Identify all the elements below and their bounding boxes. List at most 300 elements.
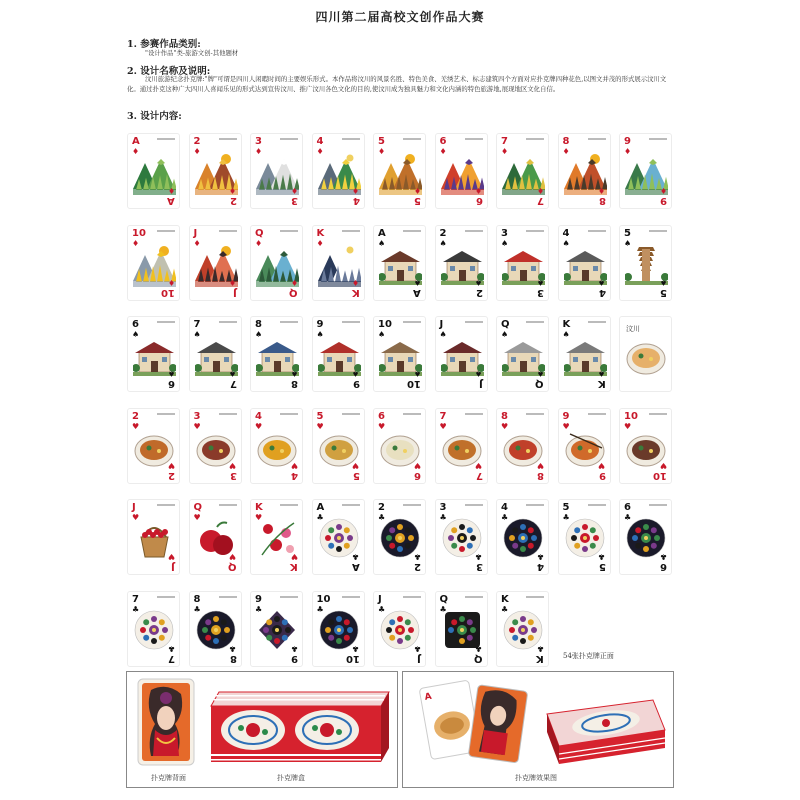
card-label-mark	[157, 504, 175, 506]
card-label-mark	[465, 596, 483, 598]
card-suit-icon: ♠	[378, 238, 386, 248]
card-suit-icon: ♠	[229, 369, 237, 378]
poker-card	[312, 225, 365, 301]
page-title: 四川第二届高校文创作品大赛	[315, 10, 485, 24]
card-label-mark	[649, 138, 667, 140]
card-label-mark	[465, 138, 483, 140]
poker-card	[189, 408, 242, 484]
card-back-and-box-panel	[126, 671, 398, 788]
poker-card	[496, 225, 549, 301]
card-rank: J	[132, 502, 136, 513]
card-rank: 9	[624, 136, 631, 147]
card-rank: K	[255, 502, 263, 513]
card-suit-icon: ♥	[290, 460, 298, 470]
card-label-mark	[403, 321, 421, 323]
poker-card	[189, 591, 242, 667]
card-suit-icon: ♠	[536, 369, 544, 378]
card-suit-icon: ♠	[562, 238, 570, 248]
card-suit-icon: ♠	[316, 330, 324, 339]
card-suit-icon: ♥	[598, 460, 606, 470]
card-label-mark	[219, 596, 237, 598]
poker-card	[619, 408, 672, 484]
card-suit-icon: ♥	[316, 421, 324, 431]
poker-card	[250, 408, 303, 484]
card-rank: 10	[345, 652, 360, 664]
card-suit-icon: ♦	[439, 147, 447, 156]
card-rank: 8	[537, 469, 544, 481]
card-suit-icon: ♦	[659, 186, 667, 195]
card-rank: K	[597, 378, 606, 389]
card-rank: K	[562, 319, 571, 330]
card-suit-icon: ♠	[193, 330, 201, 339]
card-suit-icon: ♦	[352, 277, 360, 287]
effect-mockup-image	[409, 674, 669, 766]
card-label-mark	[342, 504, 360, 506]
poker-card	[312, 591, 365, 667]
card-suit-icon: ♥	[229, 460, 237, 470]
card-suit-icon: ♦	[167, 277, 175, 287]
poker-card	[189, 225, 242, 301]
card-suit-icon: ♠	[475, 369, 483, 378]
card-suit-icon: ♦	[290, 277, 298, 287]
card-label-mark	[280, 321, 298, 323]
card-suit-icon: ♥	[167, 552, 175, 561]
card-suit-icon: ♦	[624, 147, 632, 156]
card-rank: 9	[598, 469, 606, 481]
card-rank: Q	[193, 502, 203, 513]
card-rank: 6	[660, 561, 667, 572]
card-label-mark	[280, 138, 298, 140]
card-label-mark	[342, 138, 360, 140]
section-category-heading: 1. 参赛作品类别:	[127, 39, 201, 50]
card-rank: 7	[193, 319, 201, 330]
card-rank: Q	[501, 319, 510, 330]
card-label-mark	[588, 504, 606, 506]
card-rank: 6	[624, 502, 631, 513]
card-suit-icon: ♠	[659, 277, 667, 287]
poker-card	[558, 316, 611, 392]
poker-card	[435, 408, 488, 484]
card-suit-icon: ♣	[598, 552, 606, 561]
card-rank: A	[167, 195, 175, 206]
card-rank: 3	[439, 502, 447, 513]
poker-card	[619, 225, 672, 301]
card-rank: J	[378, 593, 382, 605]
card-rank: 4	[598, 286, 606, 298]
card-label-mark	[403, 596, 421, 598]
card-suit-icon: ♣	[501, 513, 509, 522]
poker-card	[373, 225, 426, 301]
card-label-mark	[465, 321, 483, 323]
poker-card	[373, 408, 426, 484]
poker-card	[250, 133, 303, 209]
card-rank: 4	[501, 502, 508, 513]
card-suit-icon: ♦	[501, 147, 509, 156]
card-label-mark	[526, 413, 544, 415]
card-rank: Q	[227, 561, 237, 572]
svg-text:A: A	[423, 691, 433, 703]
card-suit-icon: ♠	[562, 330, 570, 339]
card-rank: A	[413, 286, 421, 298]
section-name-heading: 2. 设计名称及说明:	[127, 66, 211, 77]
card-label-mark	[403, 138, 421, 140]
card-rank: J	[232, 286, 237, 298]
card-rank: 10	[653, 469, 667, 481]
card-suit-icon: ♠	[624, 238, 632, 248]
card-suit-icon: ♠	[255, 330, 263, 339]
poker-card	[312, 316, 365, 392]
poker-card	[496, 408, 549, 484]
card-suit-icon: ♣	[475, 552, 483, 561]
effect-mockup-panel	[402, 671, 674, 788]
card-suit-icon: ♥	[290, 552, 298, 561]
card-suit-icon: ♣	[536, 643, 544, 653]
card-suit-icon: ♥	[501, 421, 509, 431]
card-rank: Q	[255, 227, 264, 239]
card-suit-icon: ♦	[255, 238, 263, 248]
card-rank: 3	[475, 561, 483, 572]
card-rank: 7	[132, 593, 139, 605]
card-suit-icon: ♦	[132, 147, 140, 156]
poker-card	[127, 591, 180, 667]
card-suit-icon: ♦	[132, 238, 140, 248]
poker-card	[127, 316, 180, 392]
card-rank: 4	[316, 136, 324, 147]
poker-card	[435, 591, 488, 667]
poker-card	[189, 133, 242, 209]
section-content-heading: 3. 设计内容:	[127, 111, 182, 122]
poker-card	[558, 225, 611, 301]
card-suit-icon: ♦	[193, 238, 201, 248]
card-label-mark	[342, 230, 360, 232]
card-suit-icon: ♠	[501, 330, 509, 339]
card-suit-icon: ♥	[439, 421, 447, 431]
card-rank: 3	[501, 227, 508, 239]
card-suit-icon: ♥	[624, 421, 632, 431]
card-rank: 5	[378, 136, 385, 147]
card-rank: 2	[229, 195, 237, 206]
card-rank: J	[171, 561, 175, 572]
card-suit-icon: ♣	[132, 604, 140, 614]
card-rank: 10	[316, 593, 331, 605]
poker-card	[619, 499, 672, 575]
card-suit-icon: ♦	[229, 277, 237, 287]
card-rank: 10	[132, 227, 146, 239]
card-label-mark	[157, 413, 175, 415]
card-suit-icon: ♦	[255, 147, 263, 156]
card-rank: 7	[168, 652, 175, 664]
card-suit-icon: ♥	[132, 421, 140, 431]
card-rank: 8	[193, 593, 201, 605]
card-label-mark	[280, 596, 298, 598]
poker-card	[435, 225, 488, 301]
card-suit-icon: ♣	[439, 604, 447, 614]
poker-card	[435, 499, 488, 575]
card-rank: 7	[475, 469, 483, 481]
card-label-mark	[280, 504, 298, 506]
card-suit-icon: ♠	[378, 330, 386, 339]
card-rank: 6	[168, 378, 175, 389]
card-rank: 6	[439, 136, 447, 147]
poker-card	[127, 499, 180, 575]
card-rank: J	[478, 378, 483, 389]
card-suit-icon: ♥	[475, 460, 483, 470]
card-rank: 10	[378, 319, 392, 330]
card-suit-icon: ♣	[413, 643, 421, 653]
card-rank: 2	[378, 502, 385, 513]
card-rank: 9	[352, 378, 360, 389]
card-suit-icon: ♥	[255, 421, 263, 431]
card-label-mark	[157, 596, 175, 598]
card-label-mark	[219, 504, 237, 506]
card-rank: 8	[291, 378, 298, 389]
card-label-mark	[465, 504, 483, 506]
card-rank: 8	[255, 319, 262, 330]
card-suit-icon: ♣	[352, 643, 360, 653]
card-suit-icon: ♠	[501, 238, 509, 248]
poker-card	[312, 408, 365, 484]
card-label-mark	[649, 504, 667, 506]
card-suit-icon: ♥	[193, 513, 201, 522]
card-suit-icon: ♥	[562, 421, 570, 431]
section-name-text: 汶川旅游纪念扑克牌:"牌"可谓是四川人闲暇时间的主要娱乐形式。本作品将汶川的风景名胜、特色美食、羌绣艺术、标志建筑四个方面对应扑克牌四种花色,以图文并茂的形式展示汶川文化。通过扑克这种广大四川人喜闻乐见的形式达到宣传汶川、推广汶川各色文化的目的,使汶川成为独具魅力和文化内涵的特色旅游地,展现地区文化自信。	[127, 75, 667, 93]
card-suit-icon: ♣	[352, 552, 360, 561]
poker-card	[435, 316, 488, 392]
card-suit-icon: ♣	[316, 604, 324, 614]
card-label-mark	[588, 321, 606, 323]
card-rank: Q	[289, 286, 298, 298]
card-rank: 10	[624, 410, 638, 422]
card-suit-icon: ♦	[290, 186, 298, 195]
poker-card	[373, 591, 426, 667]
card-rank: J	[439, 319, 444, 330]
card-suit-icon: ♣	[378, 513, 386, 522]
card-rank: 6	[378, 410, 385, 422]
card-rank: J	[417, 652, 421, 664]
card-rank: 3	[193, 410, 201, 422]
card-grid	[127, 133, 675, 663]
card-rank: 5	[562, 502, 570, 513]
card-label-mark	[219, 321, 237, 323]
poker-card	[558, 408, 611, 484]
poker-card	[312, 499, 365, 575]
card-label-mark	[280, 413, 298, 415]
poker-card	[127, 225, 180, 301]
card-rank: 4	[255, 410, 262, 422]
card-suit-icon: ♠	[439, 330, 447, 339]
card-rank: 4	[562, 227, 570, 239]
card-suit-icon: ♣	[475, 643, 483, 653]
card-rank: Q	[473, 652, 483, 664]
card-suit-icon: ♠	[132, 330, 140, 339]
card-suit-icon: ♥	[229, 552, 237, 561]
card-suit-icon: ♣	[536, 552, 544, 561]
card-suit-icon: ♠	[413, 369, 421, 378]
card-rank: 10	[161, 286, 175, 298]
card-suit-icon: ♣	[378, 604, 386, 614]
card-label-mark	[526, 230, 544, 232]
card-label-mark	[526, 138, 544, 140]
card-label-mark	[219, 138, 237, 140]
poker-card	[250, 499, 303, 575]
card-suit-icon: ♦	[167, 186, 175, 195]
card-rank: Q	[535, 378, 544, 389]
card-label-mark	[342, 596, 360, 598]
card-suit-icon: ♣	[167, 643, 175, 653]
poker-card	[558, 499, 611, 575]
card-label-mark	[526, 596, 544, 598]
poker-card	[312, 133, 365, 209]
card-rank: J	[193, 227, 198, 239]
poker-card	[435, 133, 488, 209]
card-rank: 3	[537, 286, 544, 298]
card-label-mark	[157, 230, 175, 232]
card-rank: Q	[439, 593, 449, 605]
card-label-mark	[157, 138, 175, 140]
card-label-mark	[526, 504, 544, 506]
card-suit-icon: ♦	[475, 186, 483, 195]
card-back-caption: 扑克牌背面	[151, 774, 186, 782]
card-label-mark	[342, 321, 360, 323]
poker-card	[496, 591, 549, 667]
card-rank: K	[316, 227, 325, 239]
card-suit-icon: ♠	[439, 238, 447, 248]
card-rank: K	[536, 652, 544, 664]
poker-card	[189, 499, 242, 575]
poker-card	[373, 133, 426, 209]
card-rank: 9	[316, 319, 324, 330]
card-rank: 2	[193, 136, 201, 147]
card-rank: 2	[168, 469, 175, 481]
poker-card	[619, 133, 672, 209]
poker-card	[373, 316, 426, 392]
card-suit-icon: ♦	[413, 186, 421, 195]
card-suit-icon: ♣	[562, 513, 570, 522]
card-suit-icon: ♠	[290, 369, 298, 378]
card-suit-icon: ♣	[439, 513, 447, 522]
card-suit-icon: ♣	[229, 643, 237, 653]
poker-card	[250, 316, 303, 392]
card-rank: 2	[439, 227, 447, 239]
card-label-mark	[588, 138, 606, 140]
card-label-mark	[465, 230, 483, 232]
card-rank: K	[351, 286, 360, 298]
effect-mockup-caption: 扑克牌效果图	[515, 774, 557, 782]
card-label-mark	[465, 413, 483, 415]
poker-card	[250, 225, 303, 301]
card-rank: 4	[291, 469, 298, 481]
card-suit-icon: ♣	[316, 513, 324, 522]
poker-card	[496, 133, 549, 209]
card-back-image	[137, 678, 195, 766]
card-rank: 4	[352, 195, 360, 206]
card-suit-icon: ♥	[132, 513, 140, 522]
card-rank: 6	[132, 319, 139, 330]
card-rank: 2	[475, 286, 483, 298]
card-label-mark	[219, 230, 237, 232]
card-rank: 8	[598, 195, 606, 206]
poker-card	[127, 408, 180, 484]
card-label-mark	[588, 230, 606, 232]
poker-card	[558, 133, 611, 209]
card-suit-icon: ♣	[624, 513, 632, 522]
card-rank: 3	[255, 136, 262, 147]
poker-card	[250, 591, 303, 667]
card-rank: 8	[562, 136, 570, 147]
card-suit-icon: ♥	[193, 421, 201, 431]
poker-card	[189, 316, 242, 392]
card-suit-icon: ♦	[316, 238, 324, 248]
card-label-mark	[403, 504, 421, 506]
card-rank: 9	[660, 195, 667, 206]
card-rank: 5	[624, 227, 631, 239]
card-suit-icon: ♦	[598, 186, 606, 195]
card-suit-icon: ♠	[352, 369, 360, 378]
card-suit-icon: ♦	[352, 186, 360, 195]
card-rank: 9	[255, 593, 262, 605]
poker-card	[496, 499, 549, 575]
card-rank: 9	[562, 410, 570, 422]
card-suit-icon: ♦	[193, 147, 201, 156]
section-category-text: "设计作品"类-旅游文创-其他题材	[145, 49, 239, 57]
card-rank: K	[501, 593, 509, 605]
card-suit-icon: ♠	[413, 277, 421, 287]
card-label-mark	[588, 413, 606, 415]
card-label-mark	[403, 230, 421, 232]
card-label-mark	[526, 321, 544, 323]
card-rank: 3	[291, 195, 298, 206]
card-suit-icon: ♠	[598, 277, 606, 287]
card-suit-icon: ♠	[475, 277, 483, 287]
card-suit-icon: ♥	[352, 460, 360, 470]
card-box-caption: 扑克牌盒	[277, 774, 305, 782]
card-rank: 7	[537, 195, 544, 206]
card-suit-icon: ♥	[536, 460, 544, 470]
card-rank: 7	[439, 410, 447, 422]
card-label-mark	[403, 413, 421, 415]
card-rank: 4	[537, 561, 544, 572]
card-suit-icon: ♦	[316, 147, 324, 156]
card-rank: 9	[291, 652, 298, 664]
card-rank: 5	[414, 195, 421, 206]
card-rank: 8	[229, 652, 237, 664]
card-joker-label: 汶川	[626, 325, 640, 333]
card-rank: 7	[229, 378, 237, 389]
card-label-mark	[342, 413, 360, 415]
grid-caption: 54张扑克牌正面	[563, 652, 614, 660]
card-suit-icon: ♦	[378, 147, 386, 156]
card-suit-icon: ♣	[413, 552, 421, 561]
card-label-mark	[649, 413, 667, 415]
card-suit-icon: ♥	[413, 460, 421, 470]
card-rank: 8	[501, 410, 508, 422]
card-suit-icon: ♥	[255, 513, 263, 522]
card-suit-icon: ♥	[659, 460, 667, 470]
card-suit-icon: ♥	[378, 421, 386, 431]
card-rank: 10	[407, 378, 421, 389]
card-rank: 2	[414, 561, 421, 572]
poker-card	[496, 316, 549, 392]
card-suit-icon: ♣	[255, 604, 263, 614]
card-rank: A	[351, 561, 360, 572]
card-rank: 5	[316, 410, 324, 422]
card-rank: 5	[660, 286, 667, 298]
card-rank: K	[290, 561, 298, 572]
card-illustration	[625, 332, 668, 378]
card-rank: A	[132, 136, 140, 147]
card-suit-icon: ♥	[167, 460, 175, 470]
card-suit-icon: ♦	[562, 147, 570, 156]
